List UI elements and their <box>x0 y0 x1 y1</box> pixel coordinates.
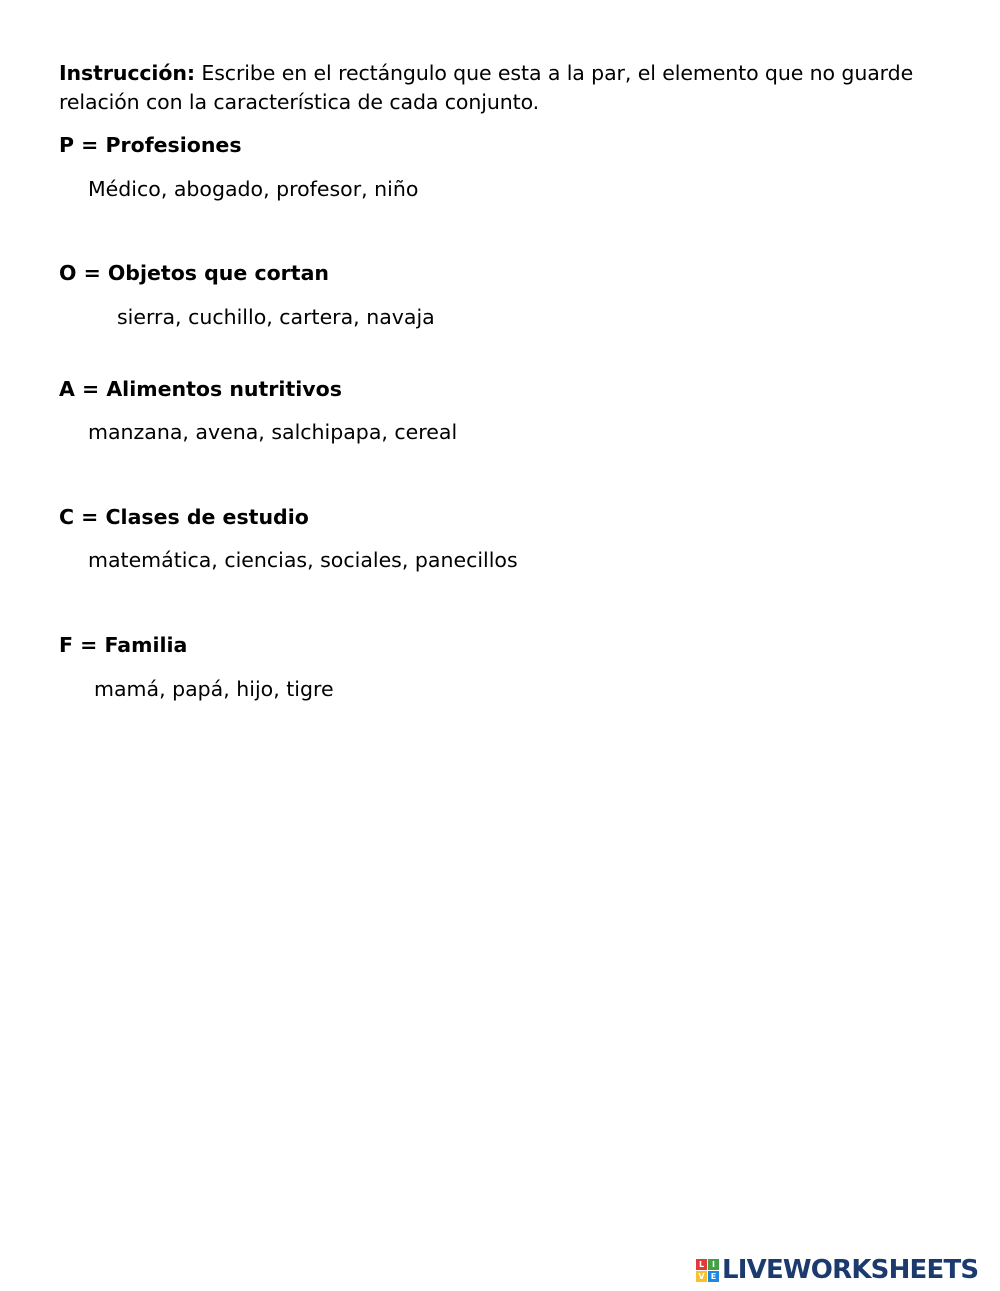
set-items-alimentos: manzana, avena, salchipapa, cereal <box>88 420 458 444</box>
set-heading-objetos: O = Objetos que cortan <box>59 261 330 285</box>
liveworksheets-logo[interactable] <box>696 1256 978 1284</box>
liveworksheets-logo-icon <box>696 1259 719 1282</box>
logo-mark-letter: E <box>708 1271 719 1282</box>
set-items-familia: mamá, papá, hijo, tigre <box>94 677 334 701</box>
set-heading-familia: F = Familia <box>59 633 188 657</box>
set-items-objetos: sierra, cuchillo, cartera, navaja <box>117 305 435 329</box>
logo-mark-letter: I <box>708 1259 719 1270</box>
set-heading-profesiones: P = Profesiones <box>59 133 242 157</box>
set-items-clases: matemática, ciencias, sociales, panecillos <box>88 548 518 572</box>
logo-mark-letter: V <box>696 1271 707 1282</box>
instruction-text: Escribe en el rectángulo que esta a la par, el elemento que no guarde relación con la característica de cada conjunto. <box>59 61 914 114</box>
logo-mark-letter: L <box>696 1259 707 1270</box>
instruction-paragraph <box>59 59 939 117</box>
liveworksheets-logo-text: LIVEWORKSHEETS <box>722 1255 979 1285</box>
set-items-profesiones: Médico, abogado, profesor, niño <box>88 177 419 201</box>
set-heading-alimentos: A = Alimentos nutritivos <box>59 377 342 401</box>
set-heading-clases: C = Clases de estudio <box>59 505 309 529</box>
instruction-label: Instrucción: <box>59 61 195 85</box>
